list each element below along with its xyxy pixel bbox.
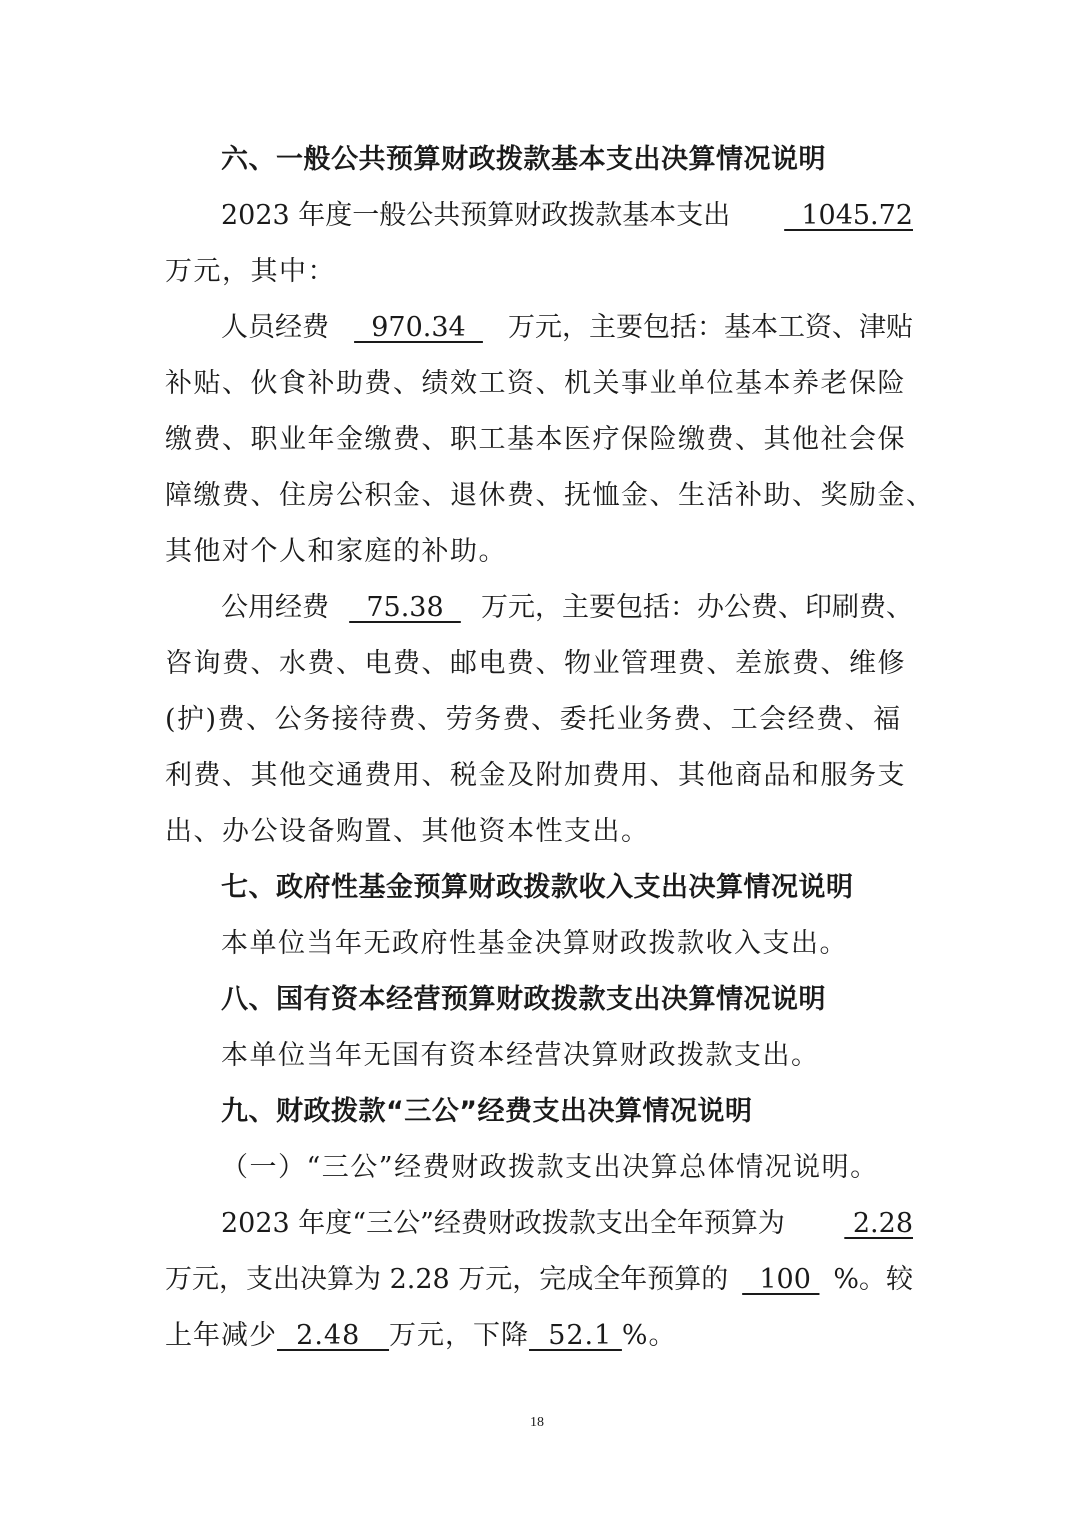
three-public-budget-line <box>221 1206 913 1242</box>
section-6-intro-text: 2023 年度一般公共预算财政拨款基本支出 <box>221 200 731 231</box>
personnel-cost-detail-2: 缴费、职业年金缴费、职工基本医疗保险缴费、其他社会保 <box>165 424 906 455</box>
public-cost-detail-2: (护)费、公务接待费、劳务费、委托业务费、工会经费、福 <box>165 704 902 735</box>
three-public-decline-rate: 52.1 <box>529 1320 622 1351</box>
public-cost-items: 万元，主要包括：办公费、印刷费、 <box>480 592 913 623</box>
personnel-cost-amount: 970.34 <box>354 312 483 343</box>
personnel-cost-items: 万元，主要包括：基本工资、津贴 <box>508 312 913 343</box>
public-cost-amount: 75.38 <box>349 592 461 623</box>
three-public-change-line <box>165 1318 677 1354</box>
section-6-heading: 六、一般公共预算财政拨款基本支出决算情况说明 <box>221 144 826 175</box>
public-cost-label: 公用经费 <box>221 592 329 623</box>
three-public-decline-suffix: %。 <box>621 1320 677 1351</box>
public-cost-line <box>221 590 913 626</box>
personnel-cost-label: 人员经费 <box>221 312 329 343</box>
three-public-completion-text: 万元，支出决算为 2.28 万元，完成全年预算的 <box>165 1264 729 1295</box>
three-public-decrease-amount: 2.48 <box>277 1320 390 1351</box>
public-cost-detail-4: 出、办公设备购置、其他资本性支出。 <box>165 816 650 847</box>
three-public-decrease-label: 上年减少 <box>165 1320 277 1351</box>
section-6-intro-line <box>221 198 913 234</box>
personnel-cost-detail-4: 其他对个人和家庭的补助。 <box>165 536 507 567</box>
public-cost-detail-3: 利费、其他交通费用、税金及附加费用、其他商品和服务支 <box>165 760 906 791</box>
section-9-subheading-1: （一）“三公”经费财政拨款支出决算总体情况说明。 <box>221 1152 879 1183</box>
personnel-cost-detail-3: 障缴费、住房公积金、退休费、抚恤金、生活补助、奖励金、 <box>165 480 935 511</box>
page-number: 18 <box>530 1415 544 1430</box>
three-public-completion-line <box>165 1262 913 1298</box>
personnel-cost-detail-1: 补贴、伙食补助费、绩效工资、机关事业单位基本养老保险 <box>165 368 906 399</box>
section-6-intro-continuation: 万元，其中： <box>165 256 336 287</box>
section-7-heading: 七、政府性基金预算财政拨款收入支出决算情况说明 <box>221 872 854 903</box>
public-cost-detail-1: 咨询费、水费、电费、邮电费、物业管理费、差旅费、维修 <box>165 648 906 679</box>
three-public-completion-rate: 100 <box>742 1264 820 1295</box>
section-9-heading: 九、财政拨款“三公”经费支出决算情况说明 <box>221 1096 753 1127</box>
section-8-body: 本单位当年无国有资本经营决算财政拨款支出。 <box>221 1040 820 1071</box>
section-6-total-amount: 1045.72 <box>784 200 913 231</box>
three-public-decline-label: 万元，下降 <box>389 1320 530 1351</box>
three-public-completion-suffix: %。较 <box>833 1264 913 1295</box>
three-public-budget-amount: 2.28 <box>844 1208 913 1239</box>
section-7-body: 本单位当年无政府性基金决算财政拨款收入支出。 <box>221 928 848 959</box>
section-8-heading: 八、国有资本经营预算财政拨款支出决算情况说明 <box>221 984 826 1015</box>
three-public-budget-text: 2023 年度“三公”经费财政拨款支出全年预算为 <box>221 1208 785 1239</box>
personnel-cost-line <box>221 310 913 346</box>
